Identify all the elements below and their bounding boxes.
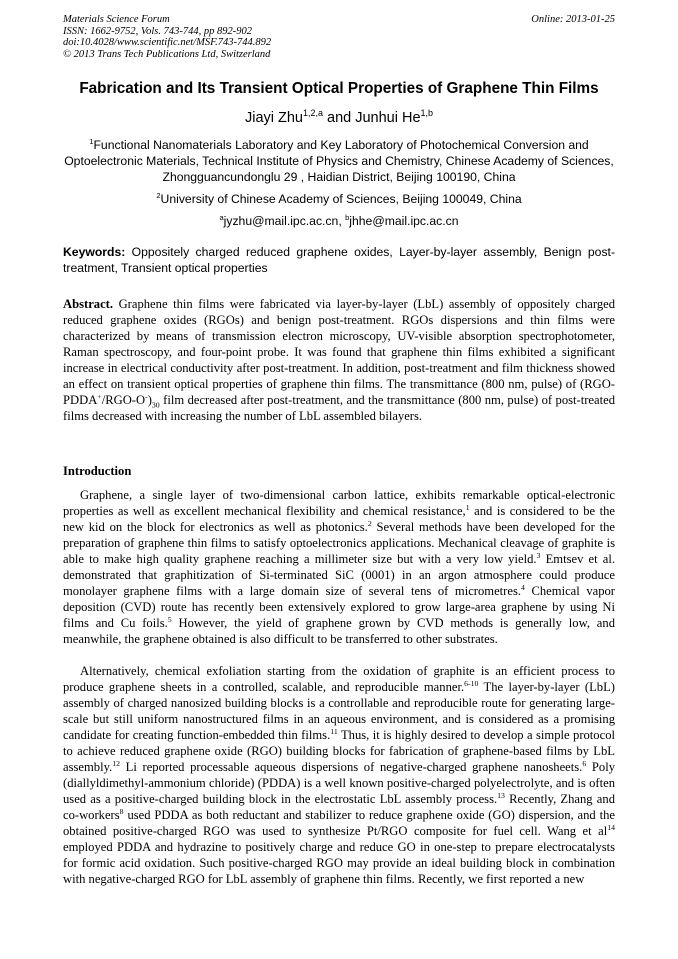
abstract-slash: /RGO-O xyxy=(101,393,146,407)
citation-ref: 8 xyxy=(119,806,124,816)
intro-paragraph-1 xyxy=(63,487,615,647)
author-2: Junhui He xyxy=(355,110,421,126)
plus-sup: + xyxy=(97,391,102,401)
journal-name: Materials Science Forum xyxy=(63,14,170,25)
abstract-label: Abstract. xyxy=(63,297,114,311)
citation-ref: 6-10 xyxy=(464,678,479,688)
paragraph-text: Recently, Zhang and co-workers xyxy=(63,792,615,822)
paragraph-text: Emtsev et al. demonstrated that graphitization of Si-terminated SiC (0001) in an argon atmosphere could produce monolayer graphene films with a large domain size of several tens of micrometres. xyxy=(63,552,615,598)
affiliations xyxy=(60,137,618,235)
online-date: Online: 2013-01-25 xyxy=(531,14,615,25)
email-line xyxy=(60,213,618,229)
abstract xyxy=(63,296,615,424)
citation-ref: 5 xyxy=(167,614,172,624)
citation-ref: 1 xyxy=(465,502,470,512)
paragraph-text: Alternatively, chemical exfoliation starting from the oxidation of graphite is an efficient process to produce graphene sheets in a controlled, scalable, and reproducible manner. xyxy=(63,664,615,694)
paragraph-text: and is considered to be the new kid on the block for electronics as well as photonics. xyxy=(63,504,616,534)
paragraph-text: Graphene, a single layer of two-dimensional carbon lattice, exhibits remarkable optical-electronic properties as well as excellent mechanical flexibility and chemical resistance, xyxy=(63,488,615,518)
author-1: Jiayi Zhu xyxy=(244,110,303,126)
paragraph-text: employed PDDA and hydrazine to positively charge and reduce GO in one-step to prepare electrocatalysts for formic acid oxidation. Such positive-charged RGO may provide an ideal building block in combination with negative-charged RGO for LbL assembly of graphene thin films. Recently, we first reported a new xyxy=(63,840,615,886)
paragraph-text: Thus, it is highly desired to develop a simple protocol to achieve reduced graphene oxide (RGO) building blocks for fabrication of graphene-based films by LbL assembly. xyxy=(63,728,615,774)
abstract-text-1: Graphene thin films were fabricated via layer-by-layer (LbL) assembly of oppositely charged reduced graphene oxides (RGOs) and benign post-treatment. RGOs dispersions and thin films were characterized by means of transmission electron microscopy, UV-visible absorption spectrophotometer, Raman spectroscopy, and four-point probe. It was found that graphene thin films exhibited a significant increase in electrical conductivity after post-treatment. In addition, post-treatment and film thickness showed an effect on transient optical properties of graphene thin films. The transmittance (800 nm, pulse) of (RGO-PDDA xyxy=(63,297,615,407)
copyright-line: © 2013 Trans Tech Publications Ltd, Switzerland xyxy=(63,48,271,60)
author-2-affil-sup: 1,b xyxy=(420,108,434,119)
doi-line: doi:10.4028/www.scientific.net/MSF.743-744.892 xyxy=(63,37,272,49)
email-separator: , xyxy=(338,214,346,228)
citation-ref: 12 xyxy=(112,758,120,768)
introduction-heading: Introduction xyxy=(63,464,132,478)
affiliation-1 xyxy=(60,137,618,185)
paragraph-text: Several methods have been developed for the preparation of graphene thin films to satisfy optoelectronics applications. Mechanical cleavage of graphite is able to make high quality graphene reaching a millimeter size but with a very low yield. xyxy=(63,520,615,566)
keywords xyxy=(63,244,615,276)
citation-ref: 2 xyxy=(367,518,372,528)
citation-ref: 6 xyxy=(582,758,587,768)
author-line xyxy=(40,110,638,126)
affiliation-1-number: 1 xyxy=(89,136,94,146)
citation-ref: 11 xyxy=(330,726,338,736)
citation-ref: 14 xyxy=(607,822,615,832)
bilayer-subscript: 30 xyxy=(151,400,160,410)
minus-sup: - xyxy=(145,391,148,401)
journal-header xyxy=(63,14,615,60)
paragraph-text: Li reported processable aqueous dispersions of negative-charged graphene nanosheets. xyxy=(120,760,583,774)
citation-ref: 13 xyxy=(497,790,505,800)
citation-ref: 3 xyxy=(536,550,541,560)
paper-title: Fabrication and Its Transient Optical Properties of Graphene Thin Films xyxy=(79,80,599,97)
keywords-label: Keywords: xyxy=(63,245,126,259)
abstract-text-2: film decreased after post-treatment, and the transmittance (800 nm, pulse) of post-treated films decreased with increasing the number of LbL assembled bilayers. xyxy=(63,393,615,423)
affiliation-2 xyxy=(60,191,618,207)
paragraph-text: However, the yield of graphene grown by CVD methods is generally low, and meanwhile, the graphene obtained is also difficult to be transferred to other substrates. xyxy=(63,616,615,646)
email-b-label: b xyxy=(345,212,350,222)
paragraph-text: The layer-by-layer (LbL) assembly of charged nanosized building blocks is a controllable and reproducible route for generating large-scale but still uniform nanostructured films in an aqueous environment, and is considered as a promising candidate for creating function-embedded thin films. xyxy=(63,680,615,742)
paragraph-text: Poly (diallyldimethyl-ammonium chloride) (PDDA) is a well known positive-charged polyelectrolyte, and is often used as a positive-charged building block in the electrostatic LbL assembly process. xyxy=(63,760,615,806)
author-1-affil-sup: 1,2,a xyxy=(303,108,323,119)
abstract-close: ) xyxy=(147,393,152,407)
email-a: jyzhu@mail.ipc.ac.cn xyxy=(223,214,339,228)
keywords-text: Oppositely charged reduced graphene oxides, Layer-by-layer assembly, Benign post-treatment, Transient optical properties xyxy=(63,245,615,275)
affiliation-1-text: Functional Nanomaterials Laboratory and Key Laboratory of Photochemical Conversion and Optoelectronic Materials, Technical Institute of Physics and Chemistry, Chinese Academy of Sciences, Zhongguancundonglu 29 , Haidian District, Beijing 100190, China xyxy=(64,138,614,184)
affiliation-2-text: University of Chinese Academy of Sciences, Beijing 100049, China xyxy=(160,192,522,206)
paragraph-text: used PDDA as both reductant and stabilizer to reduce graphene oxide (GO) dispersion, and the obtained positive-charged RGO was used to synthesize Pt/RGO composite for fuel cell. Wang et al xyxy=(63,808,615,838)
paragraph-text: Chemical vapor deposition (CVD) route has recently been extensively explored to grow large-area graphene by using Ni films and Cu foils. xyxy=(63,584,615,630)
author-conjunction: and xyxy=(322,110,356,126)
intro-paragraph-2 xyxy=(63,663,615,887)
affiliation-2-number: 2 xyxy=(156,190,161,200)
citation-ref: 4 xyxy=(521,582,525,592)
issn-line: ISSN: 1662-9752, Vols. 743-744, pp 892-902 xyxy=(63,25,252,37)
email-b: jhhe@mail.ipc.ac.cn xyxy=(349,214,459,228)
email-a-label: a xyxy=(219,212,224,222)
